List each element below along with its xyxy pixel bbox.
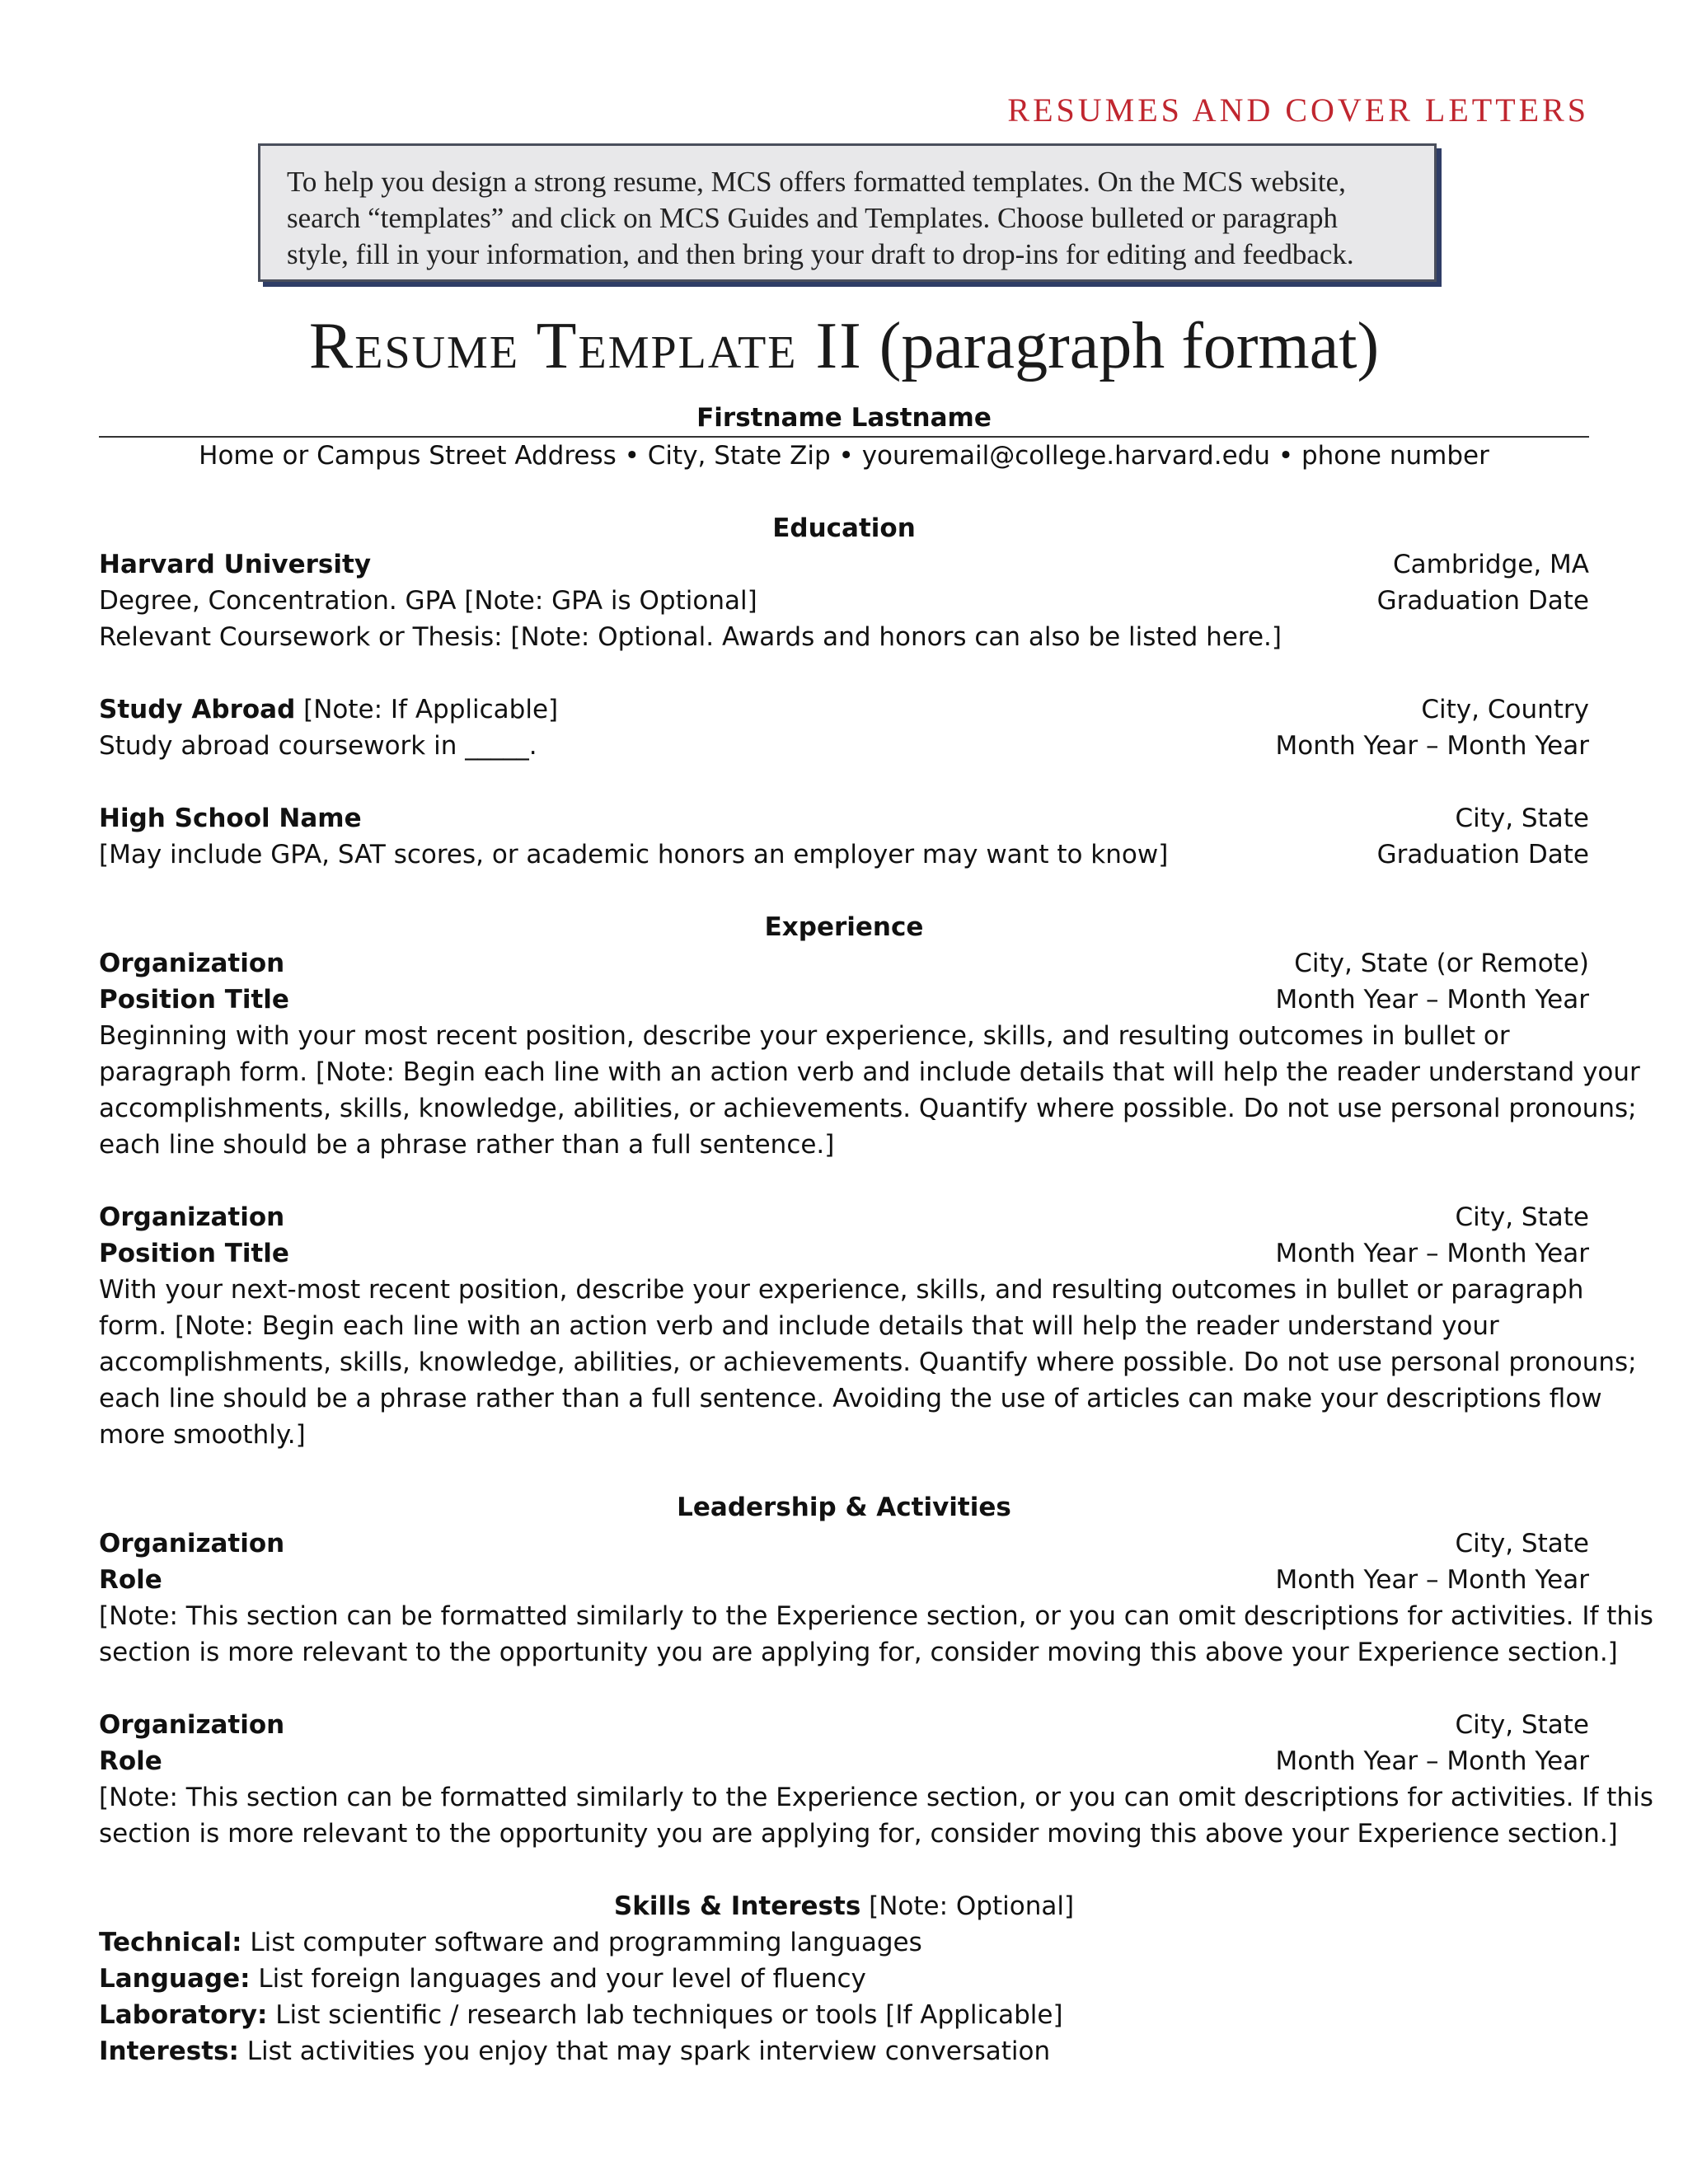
position-dates: Month Year – Month Year [1275, 1239, 1589, 1268]
leadership-entry [99, 1526, 1589, 1562]
skill-text: List scientific / research lab techniques or tools [If Applicable] [267, 2000, 1063, 2030]
description-line: [Note: This section can be formatted similarly to the Experience section, or you can omit descriptions for activities. If this [99, 1601, 1653, 1631]
highschool-date: Graduation Date [1376, 840, 1589, 869]
organization-location: City, State [1455, 1710, 1589, 1740]
role-title: Role [99, 1565, 162, 1595]
description-line: each line should be a phrase rather than a full sentence.] [99, 1130, 835, 1160]
graduation-date: Graduation Date [1376, 586, 1589, 616]
skill-item-interests [99, 2033, 1589, 2069]
description-line: section is more relevant to the opportunity you are applying for, consider moving this above your Experience section.] [99, 1819, 1618, 1849]
skill-label: Language: [99, 1964, 251, 1994]
section-heading-skills [99, 1888, 1589, 1924]
organization-name: Organization [99, 949, 285, 978]
organization-name: Organization [99, 1710, 285, 1740]
description-line: each line should be a phrase rather than a full sentence. Avoiding the use of articles can make your descriptions flow [99, 1384, 1602, 1413]
skill-label: Technical: [99, 1928, 242, 1957]
description-line: section is more relevant to the opportunity you are applying for, consider moving this above your Experience section.] [99, 1638, 1618, 1667]
highschool-location: City, State [1455, 804, 1589, 833]
description-line: Beginning with your most recent position, describe your experience, skills, and resulting outcomes in bullet or [99, 1021, 1510, 1051]
skills-heading: Skills & Interests [613, 1891, 861, 1921]
description-line: [Note: This section can be formatted similarly to the Experience section, or you can omit descriptions for activities. If this [99, 1783, 1653, 1812]
organization-location: City, State (or Remote) [1294, 949, 1589, 978]
role-title: Role [99, 1746, 162, 1776]
organization-name: Organization [99, 1529, 285, 1558]
skills-heading-note: [Note: Optional] [860, 1891, 1075, 1921]
skill-item-laboratory [99, 1997, 1589, 2033]
description-line: accomplishments, skills, knowledge, abilities, or achievements. Quantify where possible. Do not use personal pronouns; [99, 1347, 1637, 1377]
abroad-coursework: Study abroad coursework in _____. [99, 731, 537, 761]
degree-line: Degree, Concentration. GPA [Note: GPA is Optional] [99, 586, 757, 616]
leadership-entry [99, 1707, 1589, 1743]
page-title [0, 307, 1688, 386]
role-dates: Month Year – Month Year [1275, 1565, 1589, 1595]
study-abroad-label: Study Abroad [99, 695, 296, 724]
experience-entry [99, 945, 1589, 982]
section-heading-leadership: Leadership & Activities [677, 1493, 1011, 1522]
skill-item-language [99, 1961, 1589, 1997]
coursework-line: Relevant Coursework or Thesis: [Note: Optional. Awards and honors can also be listed here.] [99, 622, 1282, 652]
contact-line: Home or Campus Street Address • City, State Zip • youremail@college.harvard.edu • phone number [199, 441, 1489, 471]
study-abroad-note: [Note: If Applicable] [295, 695, 559, 724]
organization-name: Organization [99, 1202, 285, 1232]
intro-line: style, fill in your information, and then bring your draft to drop-ins for editing and feedback. [287, 238, 1354, 270]
resume-name: Firstname Lastname [696, 403, 992, 433]
intro-line: search “templates” and click on MCS Guides and Templates. Choose bulleted or paragraph [287, 202, 1339, 234]
intro-line: To help you design a strong resume, MCS offers formatted templates. On the MCS website, [287, 166, 1346, 198]
position-title: Position Title [99, 1239, 289, 1268]
position-dates: Month Year – Month Year [1275, 985, 1589, 1015]
description-line: paragraph form. [Note: Begin each line with an action verb and include details that will help the reader understand your [99, 1057, 1640, 1087]
role-dates: Month Year – Month Year [1275, 1746, 1589, 1776]
organization-location: City, State [1455, 1202, 1589, 1232]
description-line: more smoothly.] [99, 1420, 306, 1450]
education-entry-abroad [99, 691, 1589, 728]
school-location: Cambridge, MA [1393, 550, 1589, 579]
title-main: Resume Template II [308, 310, 863, 382]
resume-body [99, 400, 1653, 2069]
education-entry-harvard [99, 546, 1589, 583]
education-entry-highschool [99, 800, 1589, 837]
skill-item-technical [99, 1924, 1589, 1961]
school-name: Harvard University [99, 550, 372, 579]
highschool-name: High School Name [99, 804, 362, 833]
intro-note-box [258, 143, 1437, 282]
running-head: RESUMES AND COVER LETTERS [1007, 91, 1589, 129]
skill-text: List foreign languages and your level of fluency [250, 1964, 866, 1994]
section-heading-experience: Experience [764, 912, 924, 942]
section-heading-education: Education [772, 513, 916, 543]
skill-label: Laboratory: [99, 2000, 268, 2030]
skill-text: List computer software and programming languages [241, 1928, 922, 1957]
skill-label: Interests: [99, 2036, 239, 2066]
abroad-dates: Month Year – Month Year [1275, 731, 1589, 761]
abroad-location: City, Country [1421, 695, 1589, 724]
skill-text: List activities you enjoy that may spark interview conversation [238, 2036, 1051, 2066]
experience-entry [99, 1199, 1589, 1235]
description-line: form. [Note: Begin each line with an action verb and include details that will help the reader understand your [99, 1311, 1499, 1341]
organization-location: City, State [1455, 1529, 1589, 1558]
description-line: With your next-most recent position, describe your experience, skills, and resulting outcomes in bullet or paragraph [99, 1275, 1584, 1305]
highschool-detail: [May include GPA, SAT scores, or academic honors an employer may want to know] [99, 840, 1169, 869]
position-title: Position Title [99, 985, 289, 1015]
title-suffix: (paragraph format) [862, 310, 1380, 382]
description-line: accomplishments, skills, knowledge, abilities, or achievements. Quantify where possible. Do not use personal pronouns; [99, 1094, 1637, 1123]
